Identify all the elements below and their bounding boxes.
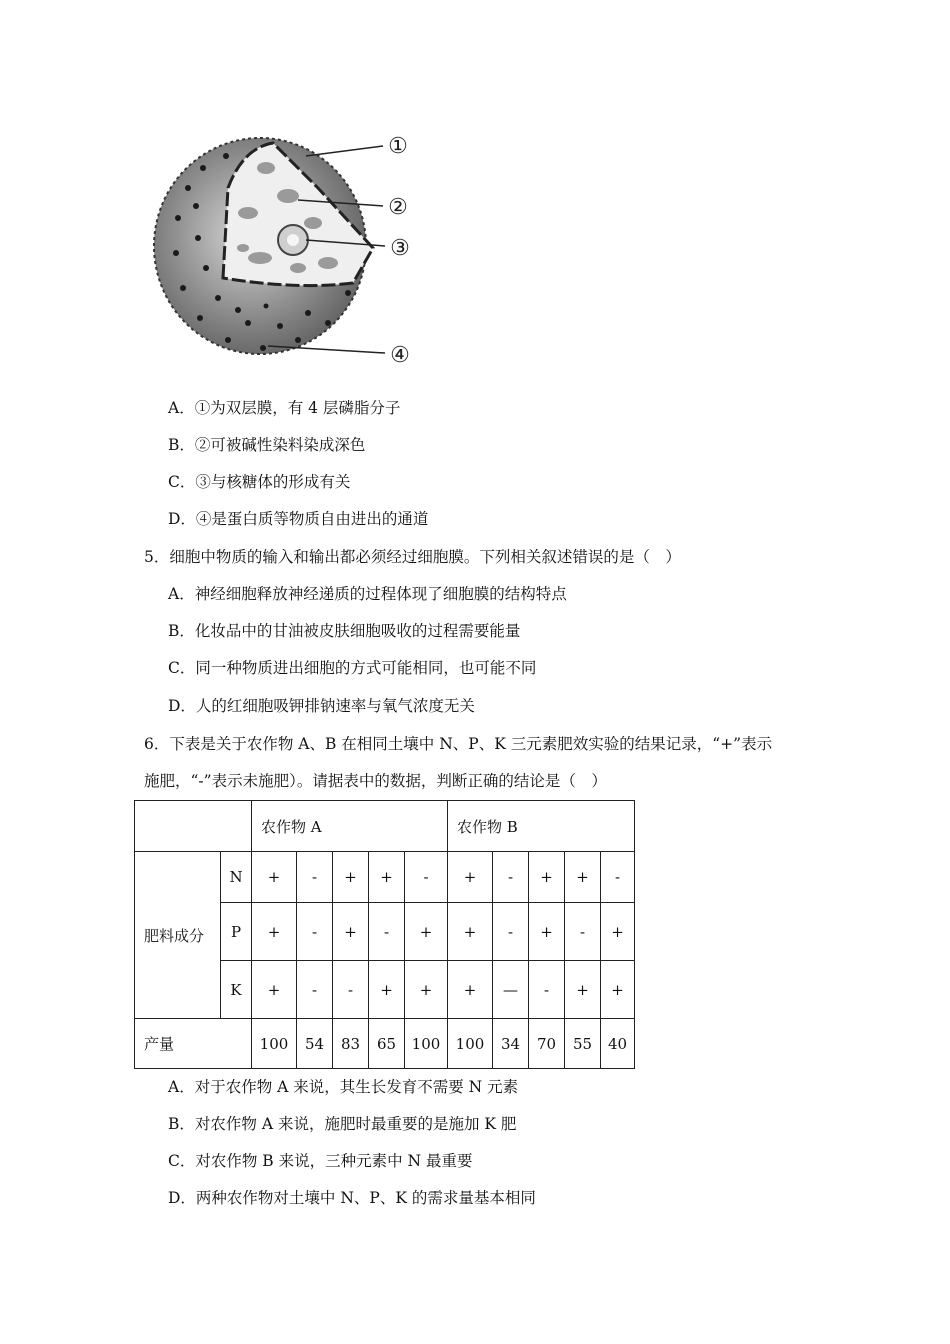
yield-cell: 55 [565,1019,601,1069]
cell: + [529,852,565,903]
element-p: P [221,903,252,961]
q5-stem: 5．细胞中物质的输入和输出都必须经过细胞膜。下列相关叙述错误的是（ ） [144,548,681,566]
cell: + [405,903,448,961]
label-1: ① [388,134,408,159]
crop-b-header: 农作物 B [448,801,635,852]
cell: + [529,903,565,961]
label-3: ③ [390,236,410,261]
yield-cell: 100 [252,1019,297,1069]
q6-stem-line1: 6．下表是关于农作物 A、B 在相同土壤中 N、P、K 三元素肥效实验的结果记录，“+”表示 [144,735,773,753]
cell: + [565,852,601,903]
label-4: ④ [390,343,410,368]
fertilizer-label: 肥料成分 [135,852,221,1019]
q5-option-b: B．化妆品中的甘油被皮肤细胞吸收的过程需要能量 [168,622,521,640]
yield-cell: 70 [529,1019,565,1069]
yield-cell: 34 [493,1019,529,1069]
q6-option-d: D．两种农作物对土壤中 N、P、K 的需求量基本相同 [168,1189,536,1207]
cell: - [493,903,529,961]
cell: - [529,961,565,1019]
cell: + [252,852,297,903]
cell: + [405,961,448,1019]
element-n: N [221,852,252,903]
yield-cell: 40 [601,1019,635,1069]
q6-option-a: A．对于农作物 A 来说，其生长发育不需要 N 元素 [168,1078,519,1096]
q4-option-b: B．②可被碱性染料染成深色 [168,436,366,454]
cell: - [601,852,635,903]
q6-option-c: C．对农作物 B 来说，三种元素中 N 最重要 [168,1152,473,1170]
crop-a-header: 农作物 A [252,801,448,852]
yield-cell: 83 [333,1019,369,1069]
cell: + [448,961,493,1019]
yield-label: 产量 [135,1019,252,1069]
table-row [135,852,635,903]
cell: — [493,961,529,1019]
fertilizer-table [134,800,635,1069]
cell: - [493,852,529,903]
cell: - [565,903,601,961]
yield-row [135,1019,635,1069]
cell: + [369,961,405,1019]
yield-cell: 65 [369,1019,405,1069]
yield-cell: 100 [405,1019,448,1069]
nucleus-figure [148,128,418,373]
cell: - [333,961,369,1019]
q6-option-b: B．对农作物 A 来说，施肥时最重要的是施加 K 肥 [168,1115,517,1133]
cell: - [405,852,448,903]
q5-option-d: D．人的红细胞吸钾排钠速率与氧气浓度无关 [168,697,475,715]
cell: + [252,961,297,1019]
q6-stem-line2: 施肥，“-”表示未施肥）。请据表中的数据，判断正确的结论是（ ） [144,772,607,790]
q5-option-a: A．神经细胞释放神经递质的过程体现了细胞膜的结构特点 [168,585,567,603]
cell: - [297,903,333,961]
cell: + [333,852,369,903]
cell: + [448,852,493,903]
cell: + [448,903,493,961]
cell: + [333,903,369,961]
table-corner-cell [135,801,252,852]
yield-cell: 54 [297,1019,333,1069]
cell: + [565,961,601,1019]
cell: + [601,903,635,961]
element-k: K [221,961,252,1019]
table-header-row [135,801,635,852]
q4-option-c: C．③与核糖体的形成有关 [168,473,351,491]
cell: - [297,852,333,903]
cell: + [252,903,297,961]
cell: - [369,903,405,961]
cell: + [369,852,405,903]
q5-option-c: C．同一种物质进出细胞的方式可能相同，也可能不同 [168,659,537,677]
cell: - [297,961,333,1019]
label-2: ② [388,195,408,220]
q4-option-d: D．④是蛋白质等物质自由进出的通道 [168,510,429,528]
q4-option-a: A．①为双层膜，有 4 层磷脂分子 [168,399,401,417]
yield-cell: 100 [448,1019,493,1069]
cell: + [601,961,635,1019]
